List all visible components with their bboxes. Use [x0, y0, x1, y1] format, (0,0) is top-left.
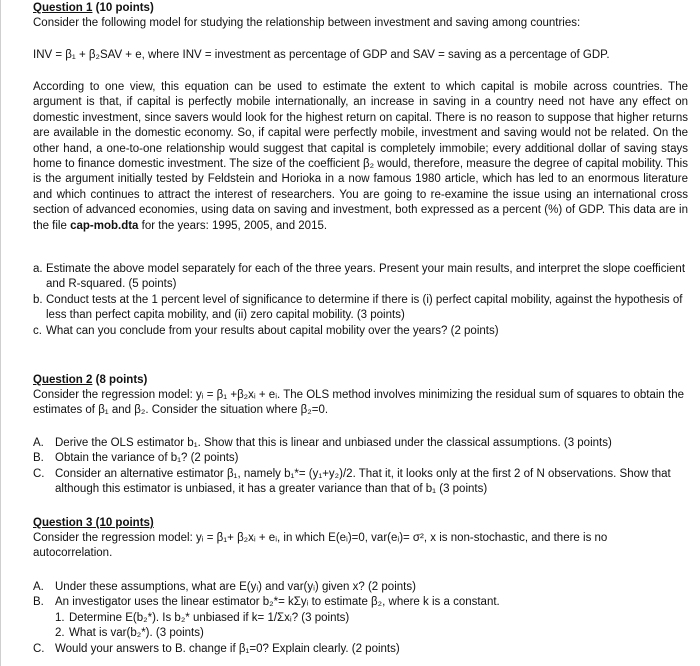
q3-sub-item-2-text: What is var(b₂*). (3 points)	[69, 627, 204, 640]
q2-item-b	[33, 451, 688, 466]
q1-paragraph-text: According to one view, this equation can be used to estimate the extent to which capital is mobile across countries. The argument is that, if capital is perfectly mobile internationally, an increase in saving in a country need not have any effect on domestic investment, since savers would look for the highest return on capital. There is no reason to suppose that higher returns are available in the domestic economy. So, if capital were perfectly mobile, investment and saving would not be related. On the other hand, a one-to-one relationship would suggest that capital is completely immobile; every additional dollar of saving stays home to finance domestic investment. The size of the coefficient β₂ would, therefore, measure the degree of capital mobility. This is the argument initially tested by Feldstein and Horioka in a now famous 1980 article, which has led to an enormous literature and which continues to attract the interest of researchers. You are going to re-examine the issue using an international cross section of advanced economies, using data on saving and investment, both expressed as a percent (%) of GDP. This data are in the file	[33, 81, 688, 232]
q1-points: (10 points)	[92, 2, 154, 14]
q2-title: Question 2	[33, 374, 93, 386]
q1-item-c-text: What can you conclude from your results about capital mobility over the years? (2 points)	[46, 324, 499, 337]
q3-item-b-marker: B.	[33, 596, 44, 609]
q1-item-b	[33, 293, 688, 324]
q2-item-c	[33, 467, 688, 498]
q2-intro: Consider the regression model: yᵢ = β₁ +β₂xᵢ + eᵢ. The OLS method involves minimizing the residual sum of squares to obtain the estimates of β₁ and β₂. Consider the situation where β₂=0.	[33, 389, 684, 417]
q2-item-b-marker: B.	[33, 452, 44, 465]
q3-sub-item-2	[55, 626, 688, 641]
q1-item-a-text: Estimate the above model separately for each of the three years. Present your main results, and interpret the slope coefficient and R-squared. (5 points)	[46, 263, 686, 291]
q1-heading	[33, 1, 688, 16]
q3-items	[33, 580, 688, 657]
q1-title: Question 1	[33, 2, 93, 14]
q2-heading	[33, 373, 688, 388]
q2-items	[33, 436, 688, 498]
q2-points: (8 points)	[92, 374, 148, 386]
q3-item-b-text: An investigator uses the linear estimator b₂*= kΣyᵢ to estimate β₂, where k is a constant.	[55, 596, 500, 609]
q1-item-a	[33, 262, 688, 293]
q1-intro: Consider the following model for studying the relationship between investment and saving among countries:	[33, 17, 581, 29]
q2-item-b-text: Obtain the variance of b₁? (2 points)	[55, 452, 239, 465]
q1-file-name: cap-mob.dta	[70, 219, 139, 232]
q1-paragraph	[33, 80, 688, 234]
q3-sub-item-1-marker: 1.	[55, 611, 65, 624]
q2-item-c-marker: C.	[33, 467, 45, 480]
q3-item-a-text: Under these assumptions, what are E(yᵢ) and var(yᵢ) given x? (2 points)	[55, 581, 416, 593]
q3-item-a-marker: A.	[33, 581, 44, 593]
q3-sub-item-2-marker: 2.	[55, 627, 65, 640]
q1-item-a-marker: a.	[33, 263, 43, 275]
q1-model: INV = β₁ + β₂SAV + e, where INV = investment as percentage of GDP and SAV = saving as a percentage of GDP.	[33, 49, 610, 61]
q3-item-c	[33, 642, 688, 657]
q3-item-c-marker: C.	[33, 642, 45, 655]
q1-item-b-marker: b.	[33, 293, 43, 306]
q2-item-a	[33, 436, 688, 451]
q3-heading	[33, 516, 688, 531]
q3-title: Question 3 (10 points)	[33, 517, 154, 529]
q3-item-b	[33, 595, 688, 641]
q3-item-c-text: Would your answers to B. change if β₁=0? Explain clearly. (2 points)	[55, 642, 400, 655]
q1-paragraph-end: for the years: 1995, 2005, and 2015.	[138, 219, 328, 232]
q3-sub-item-1-text: Determine E(b₂*). Is b₂* unbiased if k= 1/Σxᵢ? (3 points)	[69, 611, 350, 624]
q2-item-c-text: Consider an alternative estimator β₁, namely b₁*= (y₁+y₂)/2. That it, it looks only at the first 2 of N observations. Show that although this estimator is unbiased, it has a greater variance than that of b₁ (3 points)	[55, 467, 671, 496]
q1-items	[33, 262, 688, 339]
q3-intro: Consider the regression model: yᵢ = β₁+ β₂xᵢ + eᵢ, in which E(eᵢ)=0, var(eᵢ)= σ², x is non-stochastic, and there is no autocorrelation.	[33, 532, 608, 560]
q1-item-b-text: Conduct tests at the 1 percent level of significance to determine if there is (i) perfect capital mobility, against the hypothesis of less than perfect capita mobility, and (ii) zero capital mobility. (3 points)	[46, 293, 683, 322]
q3-sub-item-1	[55, 611, 688, 626]
q2-item-a-marker: A.	[33, 437, 44, 449]
q3-item-a	[33, 580, 688, 595]
q1-item-c	[33, 324, 688, 339]
q1-item-c-marker: c.	[33, 324, 42, 337]
q2-item-a-text: Derive the OLS estimator b₁. Show that this is linear and unbiased under the classical assumptions. (3 points)	[55, 437, 612, 449]
